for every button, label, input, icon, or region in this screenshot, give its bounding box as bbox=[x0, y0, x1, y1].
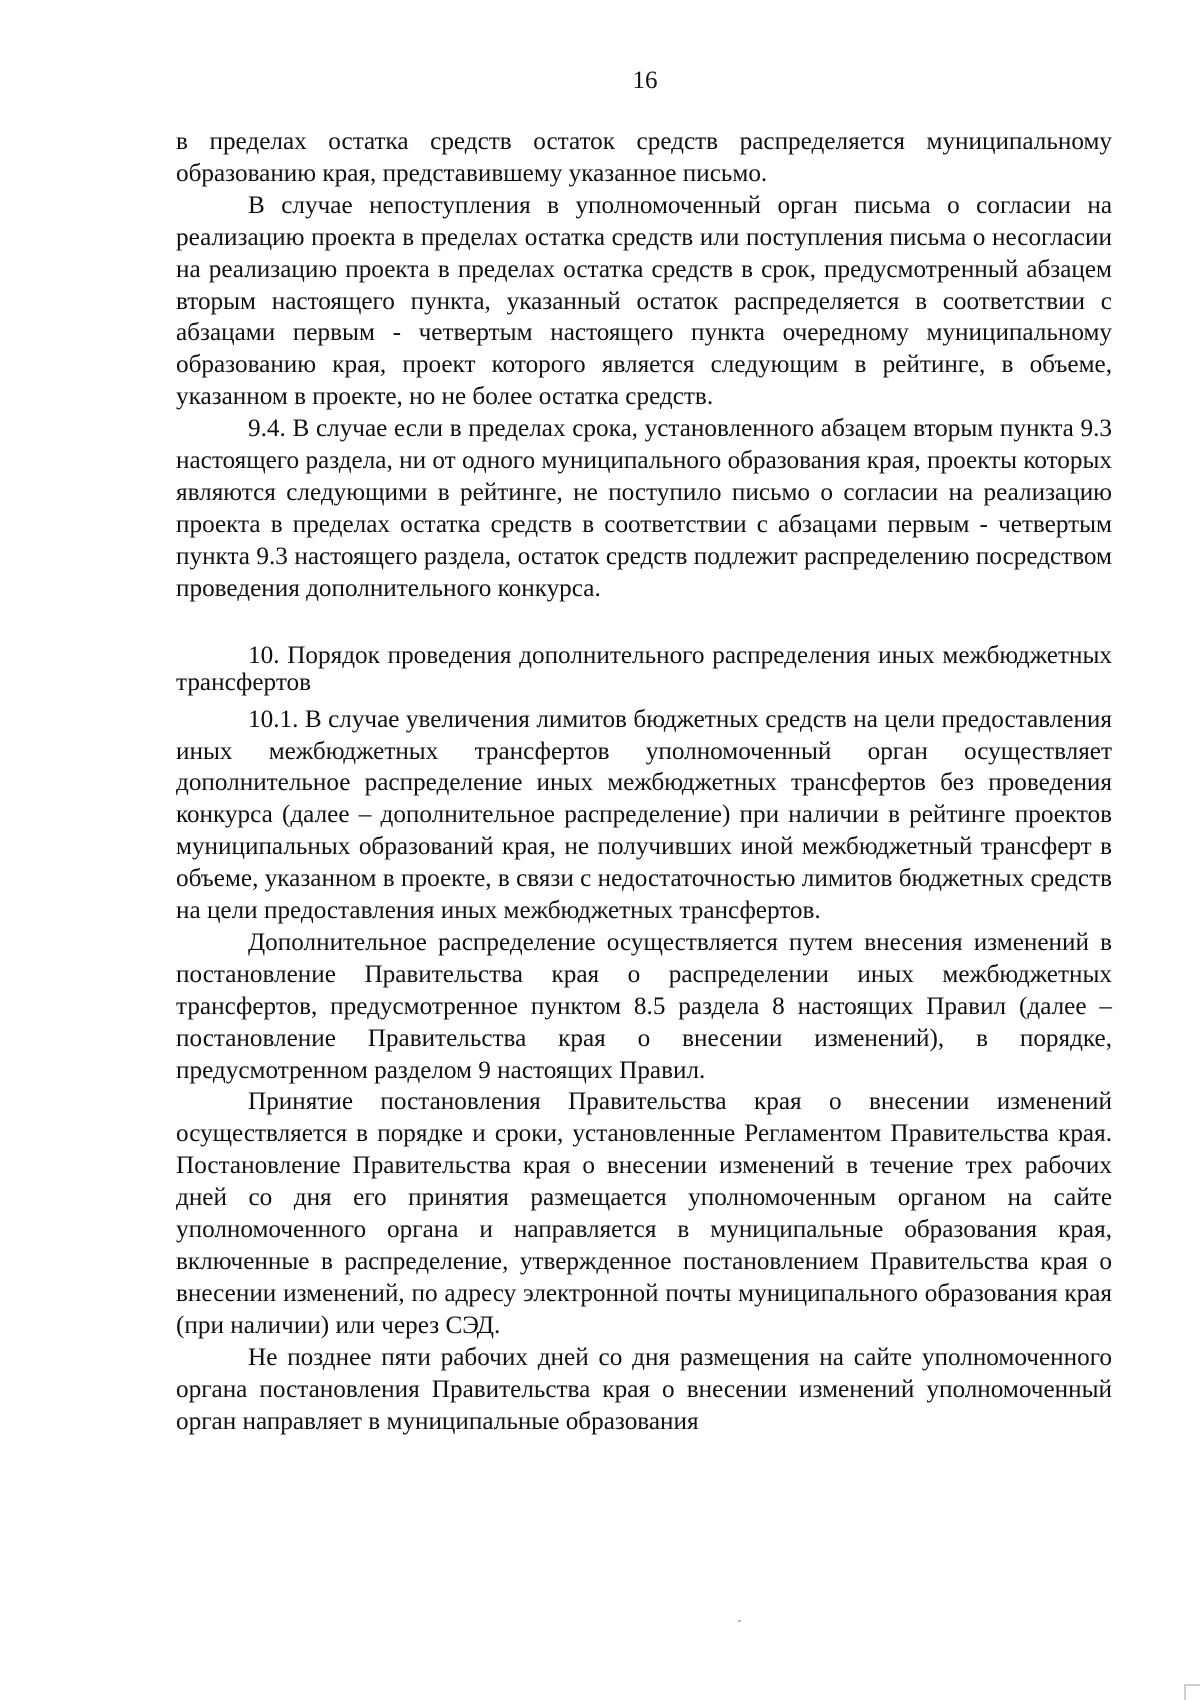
scan-speck bbox=[738, 1620, 741, 1622]
page-number: 16 bbox=[632, 67, 658, 94]
paragraph-adoption-of-resolution: Принятие постановления Правительства края о внесении изменений осуществляется в порядке и сроки, установленные Регламентом Правительства края. Постановление Правительства края о внесении изменений в течение трех рабочих дней со дня его принятия размещается уполномоченным органом на сайте уполномоченного органа и направляется в муниципальные образования края, включенные в распределение, утвержденное постановлением Правительства края о внесении изменений, по адресу электронной почты муниципального образования края (при наличии) или через СЭД. bbox=[176, 1088, 1112, 1339]
scan-edge-mark bbox=[1184, 1684, 1200, 1700]
paragraph-9-4: 9.4. В случае если в пределах срока, установленного абзацем вторым пункта 9.3 настоящего раздела, ни от одного муниципального образования края, проекты которых являются следующими в рейтинге, не поступило письмо о согласии на реализацию проекта в пределах остатка средств в соответствии с абзацами первым - четвертым пункта 9.3 настоящего раздела, остаток средств подлежит распределению посредством проведения дополнительного конкурса. bbox=[176, 415, 1112, 602]
paragraph-10-1: 10.1. В случае увеличения лимитов бюджетных средств на цели предоставления иных межбюджетных трансфертов уполномоченный орган осуществляет дополнительное распределение иных межбюджетных трансфертов без проведения конкурса (далее – дополнительное распределение) при наличии в рейтинге проектов муниципальных образований края, не получивших иной межбюджетный трансферт в объеме, указанном в проекте, в связи с недостаточностью лимитов бюджетных средств на цели предоставления иных межбюджетных трансфертов. bbox=[176, 705, 1112, 925]
paragraph-continuation: в пределах остатка средств остаток средств распределяется муниципальному образованию края, представившему указанное письмо. bbox=[176, 128, 1112, 187]
paragraph-five-working-days: Не позднее пяти рабочих дней со дня размещения на сайте уполномоченного органа постановления Правительства края о внесении изменений уполномоченный орган направляет в муниципальные образования bbox=[176, 1343, 1112, 1435]
paragraph-nonreceipt-of-letter: В случае непоступления в уполномоченный орган письма о согласии на реализацию проекта в пределах остатка средств или поступления письма о несогласии на реализацию проекта в пределах остатка средств в срок, предусмотренный абзацем вторым настоящего пункта, указанный остаток распределяется в соответствии с абзацами первым - четвертым настоящего пункта очередному муниципальному образованию края, проект которого является следующим в рейтинге, в объеме, указанном в проекте, но не более остатка средств. bbox=[176, 191, 1112, 411]
document-body bbox=[176, 126, 1112, 1437]
section-10-heading: 10. Порядок проведения дополнительного распределения иных межбюджетных трансфертов bbox=[176, 641, 1112, 696]
paragraph-additional-distribution: Дополнительное распределение осуществляется путем внесения изменений в постановление Правительства края о распределении иных межбюджетных трансфертов, предусмотренное пунктом 8.5 раздела 8 настоящих Правил (далее – постановление Правительства края о внесении изменений), в порядке, предусмотренном разделом 9 настоящих Правил. bbox=[176, 928, 1112, 1084]
